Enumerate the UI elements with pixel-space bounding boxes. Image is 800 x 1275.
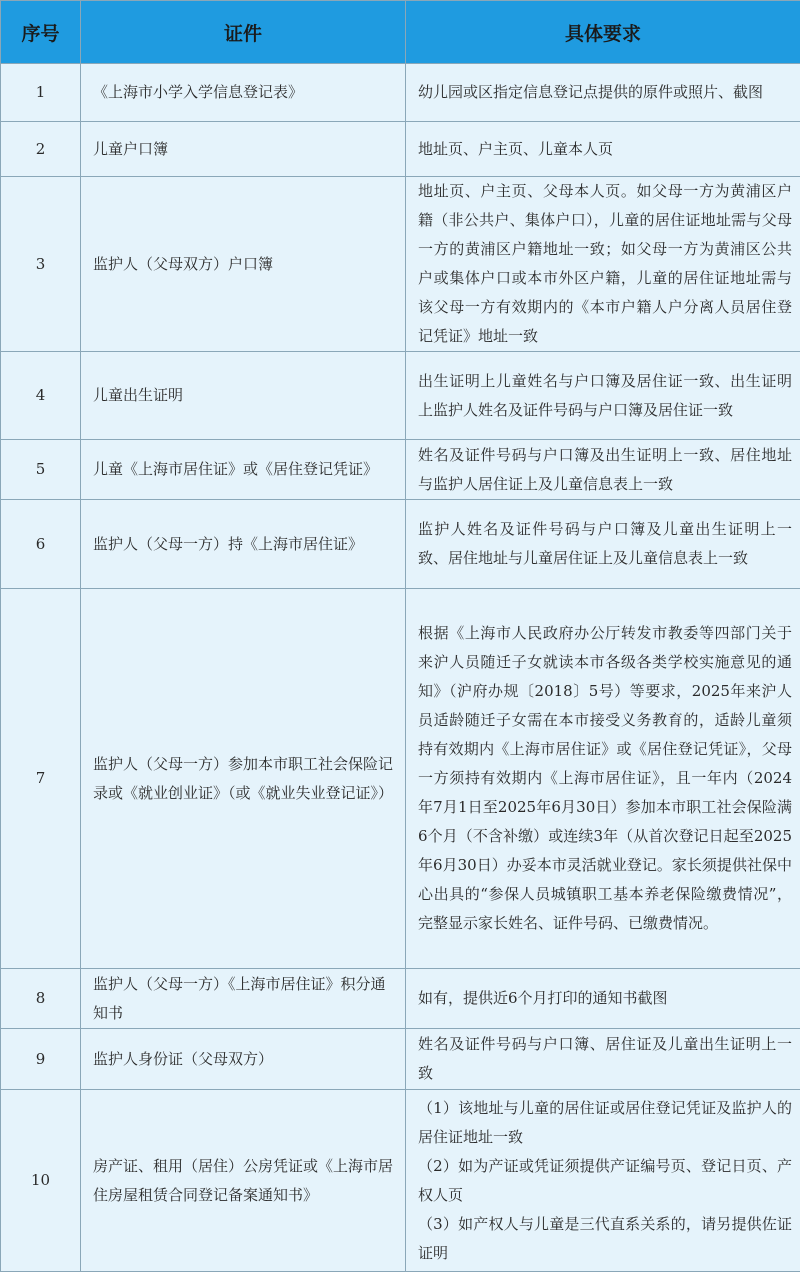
table-row [1, 122, 800, 177]
row-document: 监护人（父母双方）户口簿 [81, 177, 406, 352]
table-row [1, 352, 800, 440]
requirement-item: （1）该地址与儿童的居住证或居住登记凭证及监护人的居住证地址一致 [418, 1098, 792, 1146]
row-requirement: 地址页、户主页、儿童本人页 [406, 122, 800, 177]
row-requirement: 幼儿园或区指定信息登记点提供的原件或照片、截图 [406, 64, 800, 122]
table-row [1, 1090, 800, 1272]
table-row [1, 969, 800, 1029]
row-number: 5 [1, 440, 81, 500]
row-requirement: 姓名及证件号码与户口簿、居住证及儿童出生证明上一致 [406, 1029, 800, 1090]
row-document: 房产证、租用（居住）公房凭证或《上海市居住房屋租赁合同登记备案通知书》 [81, 1090, 406, 1272]
row-document: 儿童《上海市居住证》或《居住登记凭证》 [81, 440, 406, 500]
row-number: 4 [1, 352, 81, 440]
requirement-item: （3）如产权人与儿童是三代直系关系的，请另提供佐证证明 [418, 1214, 792, 1262]
requirement-item: （2）如为产证或凭证须提供产证编号页、登记日页、产权人页 [418, 1156, 792, 1204]
row-document: 监护人（父母一方）持《上海市居住证》 [81, 500, 406, 589]
table-row [1, 64, 800, 122]
row-requirement: 监护人姓名及证件号码与户口簿及儿童出生证明上一致、居住地址与儿童居住证上及儿童信息表上一致 [406, 500, 800, 589]
row-number: 8 [1, 969, 81, 1029]
header-number: 序号 [1, 1, 81, 64]
row-requirement: 姓名及证件号码与户口簿及出生证明上一致、居住地址与监护人居住证上及儿童信息表上一致 [406, 440, 800, 500]
row-number: 10 [1, 1090, 81, 1272]
row-requirement: 地址页、户主页、父母本人页。如父母一方为黄浦区户籍（非公共户、集体户口），儿童的居住证地址需与父母一方的黄浦区户籍地址一致；如父母一方为黄浦区公共户或集体户口或本市外区户籍，儿童的居住证地址需与该父母一方有效期内的《本市户籍人户分离人员居住登记凭证》地址一致 [406, 177, 800, 352]
row-document: 《上海市小学入学信息登记表》 [81, 64, 406, 122]
header-requirements: 具体要求 [406, 1, 800, 64]
row-requirement [406, 1090, 800, 1272]
row-number: 6 [1, 500, 81, 589]
row-number: 2 [1, 122, 81, 177]
table-row [1, 440, 800, 500]
row-requirement: 根据《上海市人民政府办公厅转发市教委等四部门关于来沪人员随迁子女就读本市各级各类学校实施意见的通知》（沪府办规〔2018〕5号）等要求，2025年来沪人员适龄随迁子女需在本市接受义务教育的，适龄儿童须持有效期内《上海市居住证》或《居住登记凭证》，父母一方须持有效期内《上海市居住证》，且一年内（2024年7月1日至2025年6月30日）参加本市职工社会保险满6个月（不含补缴）或连续3年（从首次登记日起至2025年6月30日）办妥本市灵活就业登记。家长须提供社保中心出具的“参保人员城镇职工基本养老保险缴费情况”，完整显示家长姓名、证件号码、已缴费情况。 [406, 589, 800, 969]
table-row [1, 1029, 800, 1090]
table-row [1, 500, 800, 589]
row-requirement: 如有，提供近6个月打印的通知书截图 [406, 969, 800, 1029]
row-number: 9 [1, 1029, 81, 1090]
row-number: 1 [1, 64, 81, 122]
row-document: 儿童出生证明 [81, 352, 406, 440]
row-document: 监护人（父母一方）《上海市居住证》积分通知书 [81, 969, 406, 1029]
table-row [1, 589, 800, 969]
row-number: 3 [1, 177, 81, 352]
row-document: 儿童户口簿 [81, 122, 406, 177]
row-document: 监护人（父母一方）参加本市职工社会保险记录或《就业创业证》（或《就业失业登记证》） [81, 589, 406, 969]
row-number: 7 [1, 589, 81, 969]
table-row [1, 177, 800, 352]
header-document: 证件 [81, 1, 406, 64]
row-requirement: 出生证明上儿童姓名与户口簿及居住证一致、出生证明上监护人姓名及证件号码与户口簿及居住证一致 [406, 352, 800, 440]
table-header-row [1, 1, 800, 64]
row-document: 监护人身份证（父母双方） [81, 1029, 406, 1090]
